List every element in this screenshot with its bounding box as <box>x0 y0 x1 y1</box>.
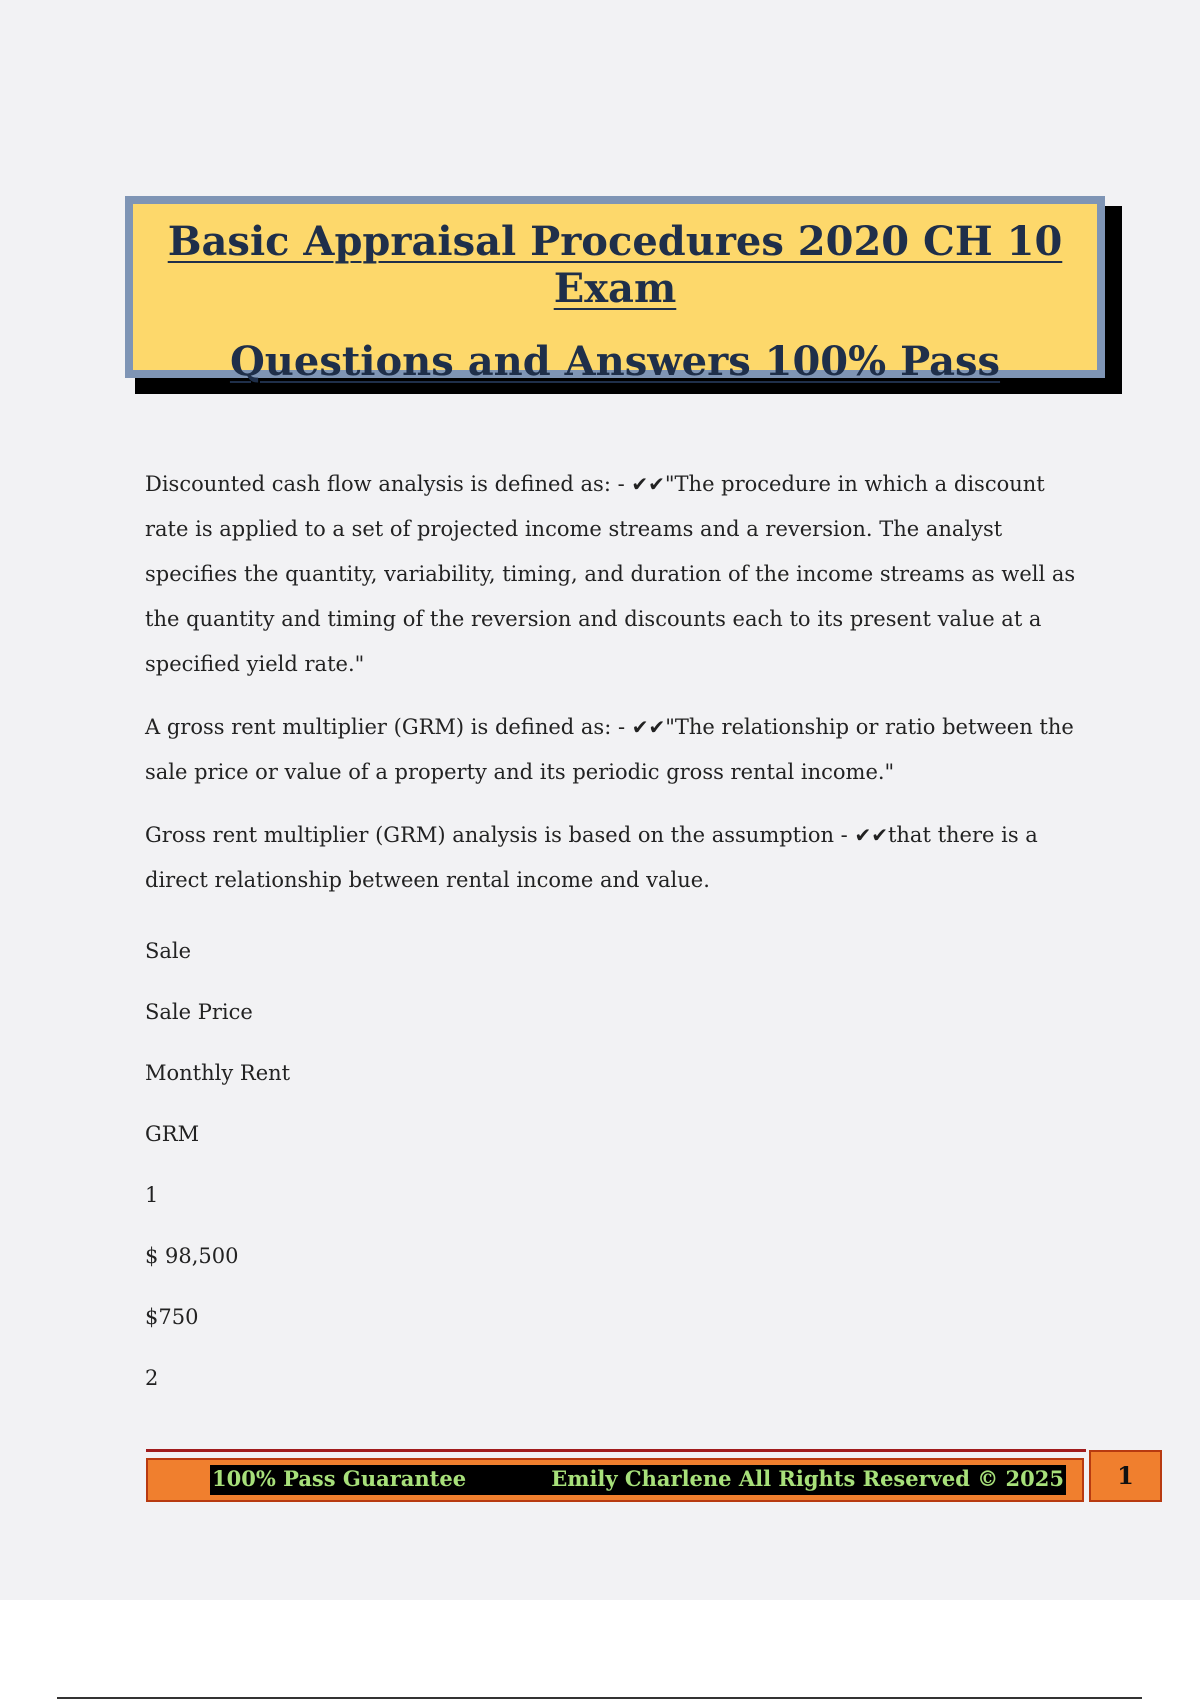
answer-text: that there is a direct relationship between rental income and value. <box>145 823 1038 892</box>
footer-copyright-text: Emily Charlene All Rights Reserved © 2025 <box>551 1466 1064 1491</box>
answer-text: "The relationship or ratio between the sale price or value of a property and its periodic gross rental income." <box>145 715 1074 784</box>
check-mark-icon: ✔✔ <box>854 823 888 847</box>
question-text: Discounted cash flow analysis is defined as: - <box>145 472 632 496</box>
page-bottom-divider <box>57 1697 1142 1699</box>
answer-text: "The procedure in which a discount rate is applied to a set of projected income streams and a reversion. The analyst specifies the quantity, variability, timing, and duration of the income streams as well as the quantity and timing of the reversion and discounts each to its present value at a specified yield rate." <box>145 472 1076 676</box>
list-item: 1 <box>145 1183 159 1207</box>
list-item: $ 98,500 <box>145 1244 239 1268</box>
question-text: A gross rent multiplier (GRM) is defined as: - <box>145 715 632 739</box>
footer-divider <box>146 1449 1086 1452</box>
list-item: Sale <box>145 939 192 963</box>
list-item: $750 <box>145 1305 199 1329</box>
list-item: GRM <box>145 1122 200 1146</box>
list-item: Sale Price <box>145 1000 253 1024</box>
page-number: 1 <box>1089 1450 1162 1502</box>
title-line-2: Questions and Answers 100% Pass <box>229 338 1001 385</box>
check-mark-icon: ✔✔ <box>631 715 666 739</box>
list-item: 2 <box>145 1366 159 1390</box>
document-content <box>145 462 1085 1409</box>
footer-bar <box>146 1458 1084 1502</box>
title-line-1: Basic Appraisal Procedures 2020 CH 10 Exam <box>167 218 1063 312</box>
question-text: Gross rent multiplier (GRM) analysis is based on the assumption - <box>145 823 855 847</box>
footer-guarantee-text: 100% Pass Guarantee <box>212 1466 467 1491</box>
check-mark-icon: ✔✔ <box>631 472 665 496</box>
qa-paragraph <box>145 813 1085 903</box>
qa-paragraph <box>145 705 1085 795</box>
list-item: Monthly Rent <box>145 1061 291 1085</box>
footer-text-band <box>210 1465 1066 1495</box>
qa-paragraph <box>145 462 1085 687</box>
title-box <box>125 196 1105 385</box>
